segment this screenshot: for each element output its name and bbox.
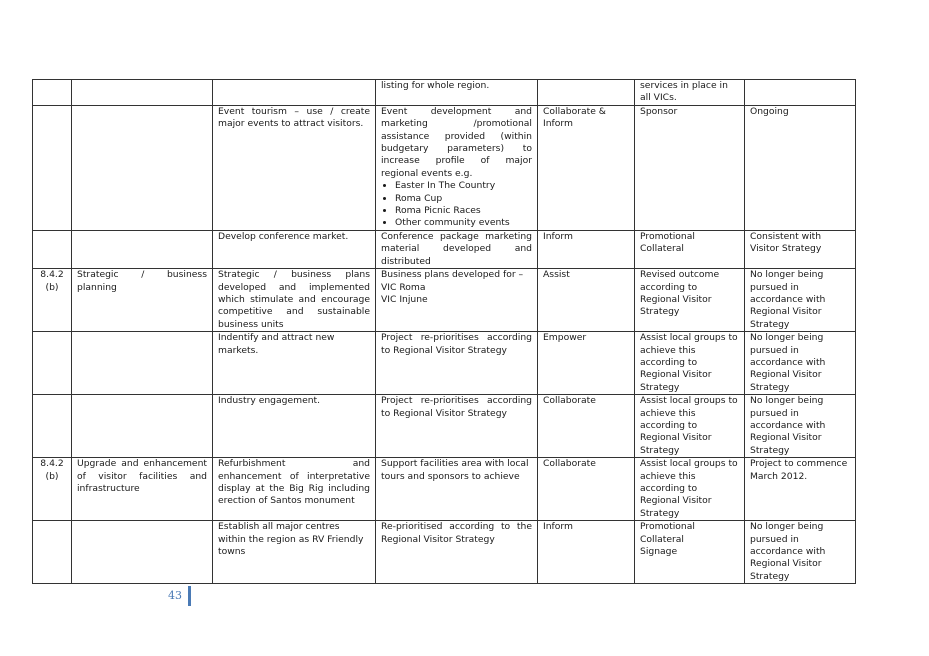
- outcome-cell: Project re-prioritises according to Regional Visitor Strategy: [376, 332, 538, 395]
- status-cell: No longer being pursued in accordance with Regional Visitor Strategy: [745, 395, 856, 458]
- action-cell: [213, 80, 376, 106]
- table-row: [33, 395, 856, 458]
- ref-cell: [33, 80, 72, 106]
- table-row: [33, 80, 856, 106]
- event-list: [381, 180, 532, 230]
- status-cell: Ongoing: [745, 105, 856, 230]
- outcome-cell: [376, 105, 538, 230]
- status-cell: Consistent with Visitor Strategy: [745, 230, 856, 268]
- action-cell: Strategic / business plans developed and implemented which stimulate and encourage competitive and sustainable business units: [213, 269, 376, 332]
- status-cell: [745, 80, 856, 106]
- role-cell: [538, 80, 635, 106]
- area-cell: [72, 105, 213, 230]
- status-cell: No longer being pursued in accordance with Regional Visitor Strategy: [745, 521, 856, 584]
- action-cell: Refurbishment and enhancement of interpretative display at the Big Rig including erection of Santos monument: [213, 458, 376, 521]
- table-row: [33, 105, 856, 230]
- measure-cell: [635, 521, 745, 584]
- page-number: 43: [168, 586, 191, 606]
- role-cell: Inform: [538, 230, 635, 268]
- role-cell: Collaborate: [538, 458, 635, 521]
- table-row: [33, 230, 856, 268]
- ref-cell: 8.4.2 (b): [33, 269, 72, 332]
- table-row: [33, 332, 856, 395]
- area-cell: [72, 395, 213, 458]
- measure-cell: services in place in all VICs.: [635, 80, 745, 106]
- table-row: [33, 269, 856, 332]
- status-cell: No longer being pursued in accordance with Regional Visitor Strategy: [745, 269, 856, 332]
- outcome-cell: Project re-prioritises according to Regional Visitor Strategy: [376, 395, 538, 458]
- action-plan-table: [32, 79, 856, 584]
- ref-cell: [33, 105, 72, 230]
- outcome-line: VIC Roma: [381, 281, 426, 293]
- measure-cell: Assist local groups to achieve this according to Regional Visitor Strategy: [635, 395, 745, 458]
- outcome-cell: Re-prioritised according to the Regional Visitor Strategy: [376, 521, 538, 584]
- area-cell: [72, 80, 213, 106]
- ref-cell: [33, 521, 72, 584]
- ref-cell: [33, 332, 72, 395]
- measure-cell: Assist local groups to achieve this according to Regional Visitor Strategy: [635, 332, 745, 395]
- area-cell: [72, 332, 213, 395]
- area-cell: Upgrade and enhancement of visitor facilities and infrastructure: [72, 458, 213, 521]
- outcome-cell: Conference package marketing material developed and distributed: [376, 230, 538, 268]
- measure-cell: Promotional Collateral: [635, 230, 745, 268]
- role-cell: Collaborate & Inform: [538, 105, 635, 230]
- action-cell: Event tourism – use / create major events to attract visitors.: [213, 105, 376, 230]
- action-cell: Indentify and attract new markets.: [213, 332, 376, 395]
- role-cell: Inform: [538, 521, 635, 584]
- measure-cell: Sponsor: [635, 105, 745, 230]
- outcome-line: Business plans developed for –: [381, 269, 524, 281]
- ref-cell: 8.4.2 (b): [33, 458, 72, 521]
- area-cell: [72, 521, 213, 584]
- area-cell: [72, 230, 213, 268]
- list-item: • Other community events: [395, 217, 532, 229]
- measure-cell: Assist local groups to achieve this according to Regional Visitor Strategy: [635, 458, 745, 521]
- outcome-cell: listing for whole region.: [376, 80, 538, 106]
- role-cell: Empower: [538, 332, 635, 395]
- status-cell: Project to commence March 2012.: [745, 458, 856, 521]
- outcome-line: VIC Injune: [381, 293, 428, 305]
- list-item: • Roma Picnic Races: [395, 205, 532, 217]
- role-cell: Assist: [538, 269, 635, 332]
- outcome-cell: Support facilities area with local tours and sponsors to achieve: [376, 458, 538, 521]
- measure-line: Signage: [640, 546, 678, 558]
- status-cell: No longer being pursued in accordance with Regional Visitor Strategy: [745, 332, 856, 395]
- action-cell: Industry engagement.: [213, 395, 376, 458]
- outcome-cell: [376, 269, 538, 332]
- table-row: [33, 458, 856, 521]
- action-cell: Establish all major centres within the region as RV Friendly towns: [213, 521, 376, 584]
- outcome-text: Event development and marketing /promotional assistance provided (within budgetary parameters) to increase profile of major regional events e.g.: [381, 105, 532, 179]
- action-cell: Develop conference market.: [213, 230, 376, 268]
- measure-cell: Revised outcome according to Regional Visitor Strategy: [635, 269, 745, 332]
- role-cell: Collaborate: [538, 395, 635, 458]
- table-row: [33, 521, 856, 584]
- measure-line: Collateral: [640, 533, 684, 545]
- measure-line: Promotional: [640, 521, 695, 533]
- list-item: • Roma Cup: [395, 193, 532, 205]
- area-cell: Strategic / business planning: [72, 269, 213, 332]
- ref-cell: [33, 395, 72, 458]
- ref-cell: [33, 230, 72, 268]
- list-item: • Easter In The Country: [395, 180, 532, 192]
